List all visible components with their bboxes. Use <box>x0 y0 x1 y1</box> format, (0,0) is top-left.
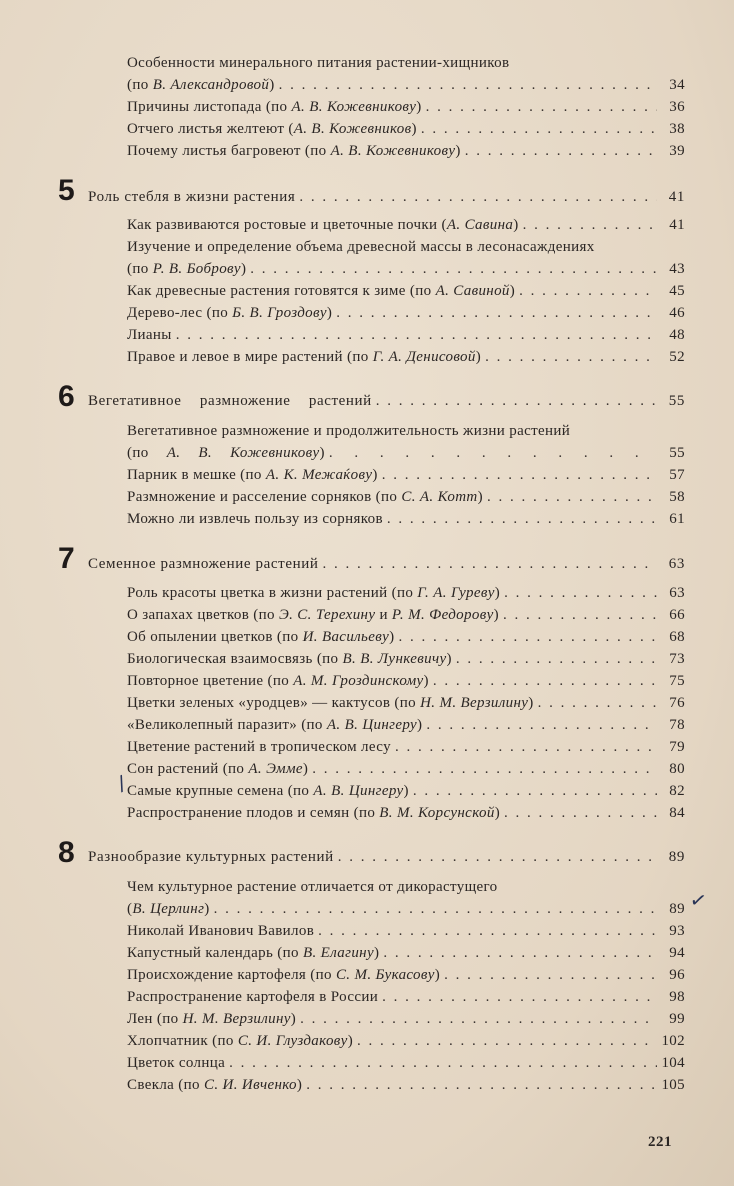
entry-title: Самые крупные семена (по <box>127 783 314 799</box>
toc-entry <box>127 96 685 118</box>
toc-entry <box>127 920 685 942</box>
entry-title: Размножение и расселение сорняков (по <box>127 489 402 505</box>
toc-entry <box>127 876 685 920</box>
entry-title: (по <box>127 445 167 461</box>
entry-suffix: ) <box>475 349 482 365</box>
entry-page: 55 <box>669 445 685 461</box>
toc-entry <box>127 324 685 346</box>
leader-dots <box>279 74 657 96</box>
entry-suffix: ) <box>347 1033 354 1049</box>
leader-dots <box>433 670 657 692</box>
chapter-number: 5 <box>58 174 75 207</box>
toc-entry <box>127 714 685 736</box>
entry-suffix: ) <box>446 651 452 667</box>
entry-suffix: ) <box>455 143 461 159</box>
entry-page: 63 <box>669 585 685 601</box>
toc-entry <box>127 214 685 236</box>
entry-page: 36 <box>669 99 685 115</box>
toc-entry <box>127 736 685 758</box>
entry-title: Свекла (по <box>127 1077 204 1093</box>
entry-page: 96 <box>669 967 685 983</box>
toc-entry <box>127 486 685 508</box>
toc-entry <box>127 1052 685 1074</box>
toc-entry <box>127 942 685 964</box>
chapter-heading <box>88 846 685 868</box>
entry-title: (по <box>127 261 153 277</box>
leader-dots <box>504 802 657 824</box>
toc-entry <box>127 420 685 464</box>
chapter-page: 55 <box>668 393 685 409</box>
chapter-heading <box>88 390 685 412</box>
entry-suffix: ) <box>423 673 429 689</box>
entry-author-2: Р. М. Федорову <box>391 607 494 623</box>
entry-title: Распространение картофеля в России <box>127 989 379 1005</box>
entry-title: ( <box>127 901 133 917</box>
leader-dots <box>504 582 657 604</box>
entry-page: 98 <box>669 989 685 1005</box>
chapter-number: 7 <box>58 542 75 575</box>
leader-dots <box>299 186 657 208</box>
entry-title: Правое и левое в мире растений (по <box>127 349 373 365</box>
leader-dots <box>456 648 657 670</box>
leader-dots <box>300 1008 657 1030</box>
entry-suffix: ) <box>477 489 483 505</box>
leader-dots <box>336 302 657 324</box>
entry-line: Особенности минерального питания растении-хищников <box>127 55 510 71</box>
entry-page: 68 <box>669 629 685 645</box>
entry-author: В. М. Корсунской <box>379 805 495 821</box>
entry-author: И. Васильеву <box>302 629 390 645</box>
entry-page: 78 <box>669 717 685 733</box>
leader-dots <box>382 464 657 486</box>
entry-author: А. Эмме <box>248 761 303 777</box>
entry-title: Капустный календарь (по <box>127 945 303 961</box>
entry-page: 102 <box>661 1033 685 1049</box>
leader-dots <box>426 96 657 118</box>
entry-line: Чем культурное растение отличается от дикорастущего <box>127 879 498 895</box>
toc-entry <box>127 118 685 140</box>
entry-title: Причины листопада (по <box>127 99 292 115</box>
toc-entry <box>127 604 685 626</box>
entry-title: Сон растений (по <box>127 761 249 777</box>
entry-author: Г. А. Гуреву <box>417 585 495 601</box>
entry-author: В. Церлинг <box>132 901 205 917</box>
toc-entry <box>127 802 685 824</box>
leader-dots <box>250 258 657 280</box>
entry-suffix: ) <box>417 717 423 733</box>
entry-page: 66 <box>669 607 685 623</box>
entry-title: Распространение плодов и семян (по <box>127 805 380 821</box>
entry-line: Вегетативное размножение и продолжительность жизни растений <box>127 423 571 439</box>
entry-title: Цветки зеленых «уродцев» — кактусов (по <box>127 695 421 711</box>
toc-entry <box>127 648 685 670</box>
leader-dots <box>503 604 657 626</box>
entry-title: Почему листья багровеют (по <box>127 143 331 159</box>
entry-page: 34 <box>669 77 685 93</box>
leader-dots <box>229 1052 657 1074</box>
entry-title: Отчего листья желтеют ( <box>127 121 294 137</box>
toc-entry <box>127 52 685 96</box>
entry-suffix: ) <box>296 1077 303 1093</box>
entry-suffix: ) <box>528 695 534 711</box>
leader-dots <box>519 280 657 302</box>
entry-author: В. В. Лункевичу <box>342 651 447 667</box>
toc-entry <box>127 1008 685 1030</box>
leader-dots <box>523 214 657 236</box>
entry-author: Э. С. Терехину <box>278 607 376 623</box>
leader-dots <box>338 846 657 868</box>
leader-dots <box>465 140 657 162</box>
entry-title: Николай Иванович Вавилов <box>127 923 315 939</box>
entry-title: Дерево-лес (по <box>127 305 233 321</box>
leader-dots <box>387 508 657 530</box>
leader-dots <box>413 780 657 802</box>
entry-suffix: ) <box>269 77 275 93</box>
entry-author: А. В. Кожевникову <box>291 99 417 115</box>
leader-dots <box>376 390 657 412</box>
entry-title: Повторное цветение (по <box>127 673 294 689</box>
chapter-title: Разнообразие культурных растений <box>88 849 334 865</box>
entry-page: 93 <box>669 923 685 939</box>
toc-entry <box>127 692 685 714</box>
chapter-number: 8 <box>58 836 75 869</box>
entry-page: 94 <box>669 945 685 961</box>
leader-dots <box>312 758 657 780</box>
entry-suffix: ) <box>494 585 501 601</box>
entry-title: Лианы <box>127 327 172 343</box>
entry-page: 48 <box>669 327 685 343</box>
entry-page: 105 <box>661 1077 685 1093</box>
entry-title: «Великолепный паразит» (по <box>127 717 327 733</box>
entry-author: С. И. Ивченко <box>203 1077 297 1093</box>
toc-entry <box>127 1074 685 1096</box>
entry-suffix: ) <box>509 283 516 299</box>
entry-author: С. И. Глуздакову <box>237 1033 348 1049</box>
chapter-page: 41 <box>668 189 685 205</box>
entry-title: Хлопчатник (по <box>127 1033 238 1049</box>
entry-mid: и <box>375 607 392 623</box>
chapter-title: Вегетативное размножение растений <box>88 393 372 409</box>
chapter-page: 89 <box>668 849 685 865</box>
entry-page: 82 <box>669 783 685 799</box>
entry-author: В. Александровой <box>152 77 270 93</box>
toc-entry <box>127 670 685 692</box>
leader-dots <box>398 626 657 648</box>
entry-author: Г. А. Денисовой <box>372 349 476 365</box>
toc-entry <box>127 1030 685 1052</box>
toc-entry <box>127 626 685 648</box>
entry-title: Как развиваются ростовые и цветочные почки ( <box>127 217 447 233</box>
leader-dots <box>357 1030 657 1052</box>
pencil-check-mark-icon: / <box>114 770 129 796</box>
entry-page: 84 <box>669 805 685 821</box>
entry-suffix: ) <box>416 99 422 115</box>
entry-author: А. Савина <box>446 217 514 233</box>
entry-page: 61 <box>669 511 685 527</box>
entry-suffix: ) <box>302 761 309 777</box>
entry-title: Лен (по <box>127 1011 183 1027</box>
entry-page: 45 <box>669 283 685 299</box>
entry-page: 58 <box>669 489 685 505</box>
entry-page: 104 <box>661 1055 685 1071</box>
chapter-number: 6 <box>58 380 75 413</box>
entry-page: 46 <box>669 305 685 321</box>
entry-author: А. В. Кожевников <box>293 121 412 137</box>
entry-title: Биологическая взаимосвязь (по <box>127 651 343 667</box>
entry-author: С. М. Букасову <box>335 967 435 983</box>
entry-suffix: ) <box>326 305 333 321</box>
toc-entry <box>127 302 685 324</box>
entry-suffix: ) <box>290 1011 297 1027</box>
entry-author: Н. М. Верзилину <box>420 695 529 711</box>
entry-page: 79 <box>669 739 685 755</box>
entry-suffix: ) <box>403 783 409 799</box>
toc-entry <box>127 964 685 986</box>
entry-suffix: ) <box>493 607 499 623</box>
entry-title: Об опылении цветков (по <box>127 629 303 645</box>
leader-dots <box>382 986 657 1008</box>
leader-dots <box>306 1074 657 1096</box>
chapter-heading <box>88 553 685 575</box>
entry-page: 80 <box>669 761 685 777</box>
leader-dots <box>176 324 657 346</box>
entry-line: Изучение и определение объема древесной массы в лесонасаждениях <box>127 239 595 255</box>
entry-author: А. В. Цингеру <box>326 717 418 733</box>
entry-author: Н. М. Верзилину <box>182 1011 291 1027</box>
leader-dots <box>383 942 657 964</box>
entry-suffix: ) <box>411 121 417 137</box>
toc-entry <box>127 582 685 604</box>
entry-page: 76 <box>669 695 685 711</box>
leader-dots <box>538 692 657 714</box>
toc-entry <box>127 346 685 368</box>
entry-suffix: ) <box>434 967 441 983</box>
entry-author: А. В. Кожевникову <box>166 445 320 461</box>
toc-entry <box>127 464 685 486</box>
entry-page: 39 <box>669 143 685 159</box>
entry-author: С. А. Котт <box>401 489 478 505</box>
entry-author: А. К. Межаќову <box>265 467 373 483</box>
entry-title: (по <box>127 77 153 93</box>
entry-author: А. М. Гроздинскому <box>293 673 424 689</box>
entry-page: 38 <box>669 121 685 137</box>
entry-author: Р. В. Боброву <box>152 261 241 277</box>
toc-entry <box>127 758 685 780</box>
entry-author: А. В. Цингеру <box>313 783 404 799</box>
chapter-heading <box>88 186 685 208</box>
chapter-title: Семенное размножение растений <box>88 556 319 572</box>
entry-page: 52 <box>669 349 685 365</box>
entry-page: 43 <box>669 261 685 277</box>
leader-dots <box>487 486 657 508</box>
entry-suffix: ) <box>513 217 519 233</box>
entry-title: Цветение растений в тропическом лесу <box>127 739 391 755</box>
entry-suffix: ) <box>372 467 378 483</box>
chapter-page: 63 <box>668 556 685 572</box>
entry-page: 57 <box>669 467 685 483</box>
leader-dots <box>421 118 657 140</box>
entry-suffix: ) <box>389 629 395 645</box>
entry-suffix: ) <box>494 805 501 821</box>
entry-author: В. Елагину <box>302 945 374 961</box>
pencil-check-mark-icon: ✓ <box>688 886 709 914</box>
toc-entry <box>127 986 685 1008</box>
entry-author: А. В. Кожевникову <box>330 143 456 159</box>
entry-page: 89 <box>669 901 685 917</box>
leader-dots <box>426 714 657 736</box>
leader-dots <box>485 346 657 368</box>
toc-entry <box>127 140 685 162</box>
entry-title: Происхождение картофеля (по <box>127 967 336 983</box>
page-number: 221 <box>648 1134 672 1150</box>
entry-page: 73 <box>669 651 685 667</box>
entry-author: Б. В. Гроздову <box>232 305 327 321</box>
entry-suffix: ) <box>319 445 325 461</box>
leader-dots <box>444 964 657 986</box>
leader-dots <box>322 553 657 575</box>
entry-page: 99 <box>669 1011 685 1027</box>
entry-suffix: ) <box>240 261 247 277</box>
toc-entry <box>127 508 685 530</box>
entry-page: 41 <box>669 217 685 233</box>
toc-entry <box>127 780 685 802</box>
entry-author: А. Савиной <box>435 283 510 299</box>
entry-title: Роль красоты цветка в жизни растений (по <box>127 585 418 601</box>
entry-title: Цветок солнца <box>127 1055 226 1071</box>
leader-dots <box>329 442 657 464</box>
entry-suffix: ) <box>373 945 380 961</box>
entry-suffix: ) <box>204 901 210 917</box>
chapter-title: Роль стебля в жизни растения <box>88 189 296 205</box>
leader-dots <box>318 920 657 942</box>
toc-entry <box>127 280 685 302</box>
leader-dots <box>214 898 657 920</box>
entry-page: 75 <box>669 673 685 689</box>
entry-title: Можно ли извлечь пользу из сорняков <box>127 511 383 527</box>
leader-dots <box>395 736 657 758</box>
entry-title: Как древесные растения готовятся к зиме (по <box>127 283 436 299</box>
toc-entry <box>127 236 685 280</box>
entry-title: Парник в мешке (по <box>127 467 266 483</box>
entry-title: О запахах цветков (по <box>127 607 279 623</box>
